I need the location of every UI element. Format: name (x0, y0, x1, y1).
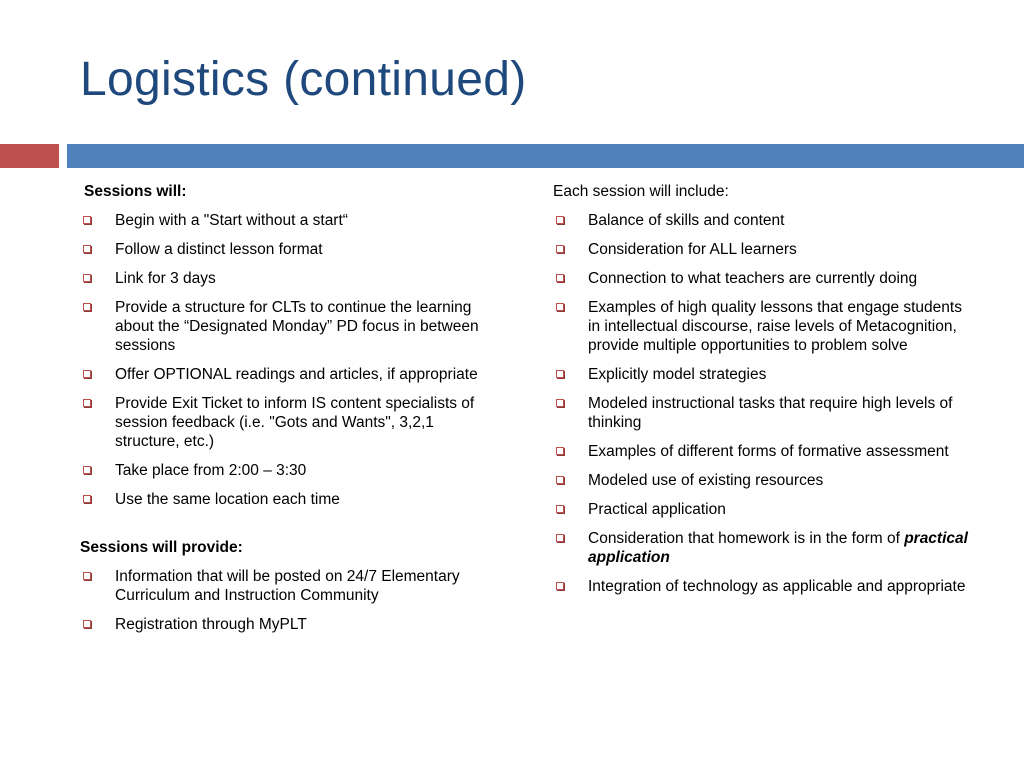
list-item: Explicitly model strategies (553, 365, 973, 384)
list-item: Modeled use of existing resources (553, 471, 973, 490)
square-bullet-icon (556, 370, 564, 378)
list-item: Modeled instructional tasks that require high levels of thinking (553, 394, 973, 432)
square-bullet-icon (556, 476, 564, 484)
sessions-will-provide-heading: Sessions will provide: (80, 539, 243, 556)
square-bullet-icon (83, 466, 91, 474)
list-item (553, 529, 973, 567)
list-item: Consideration for ALL learners (553, 240, 973, 259)
square-bullet-icon (556, 303, 564, 311)
list-item: Integration of technology as applicable and appropriate (553, 577, 973, 596)
square-bullet-icon (556, 582, 564, 590)
list-item: Information that will be posted on 24/7 Elementary Curriculum and Instruction Community (80, 567, 490, 605)
square-bullet-icon (83, 370, 91, 378)
list-item: Examples of different forms of formative assessment (553, 442, 973, 461)
list-item: Offer OPTIONAL readings and articles, if appropriate (80, 365, 490, 384)
list-item: Connection to what teachers are currently doing (553, 269, 973, 288)
square-bullet-icon (556, 274, 564, 282)
list-item: Registration through MyPLT (80, 615, 490, 634)
list-item: Examples of high quality lessons that engage students in intellectual discourse, raise levels of Metacognition, provide multiple opportunities to problem solve (553, 298, 973, 355)
sessions-will-list (80, 211, 490, 509)
square-bullet-icon (556, 399, 564, 407)
list-item: Balance of skills and content (553, 211, 973, 230)
homework-emphasis: practical application (588, 530, 968, 566)
list-item: Take place from 2:00 – 3:30 (80, 461, 490, 480)
slide-title: Logistics (continued) (80, 53, 527, 106)
each-session-list (553, 211, 973, 596)
list-item: Practical application (553, 500, 973, 519)
list-item: Link for 3 days (80, 269, 490, 288)
square-bullet-icon (83, 303, 91, 311)
sessions-will-heading: Sessions will: (84, 183, 187, 200)
list-item: Use the same location each time (80, 490, 490, 509)
list-item: Provide Exit Ticket to inform IS content specialists of session feedback (i.e. "Gots and Wants", 3,2,1 structure, etc.) (80, 394, 490, 451)
left-column (80, 182, 490, 644)
square-bullet-icon (556, 245, 564, 253)
square-bullet-icon (83, 399, 91, 407)
right-column (553, 182, 973, 606)
square-bullet-icon (556, 216, 564, 224)
list-item: Follow a distinct lesson format (80, 240, 490, 259)
square-bullet-icon (556, 534, 564, 542)
homework-text: Consideration that homework is in the form of (588, 530, 900, 547)
section-spacer (80, 519, 490, 538)
square-bullet-icon (83, 495, 91, 503)
sessions-will-provide-list (80, 567, 490, 634)
square-bullet-icon (83, 245, 91, 253)
each-session-heading: Each session will include: (553, 183, 729, 200)
accent-band-red (0, 144, 59, 168)
square-bullet-icon (83, 620, 91, 628)
square-bullet-icon (83, 572, 91, 580)
list-item: Provide a structure for CLTs to continue the learning about the “Designated Monday” PD focus in between sessions (80, 298, 490, 355)
square-bullet-icon (83, 274, 91, 282)
square-bullet-icon (83, 216, 91, 224)
square-bullet-icon (556, 505, 564, 513)
accent-band-blue (67, 144, 1024, 168)
list-item: Begin with a "Start without a start“ (80, 211, 490, 230)
square-bullet-icon (556, 447, 564, 455)
